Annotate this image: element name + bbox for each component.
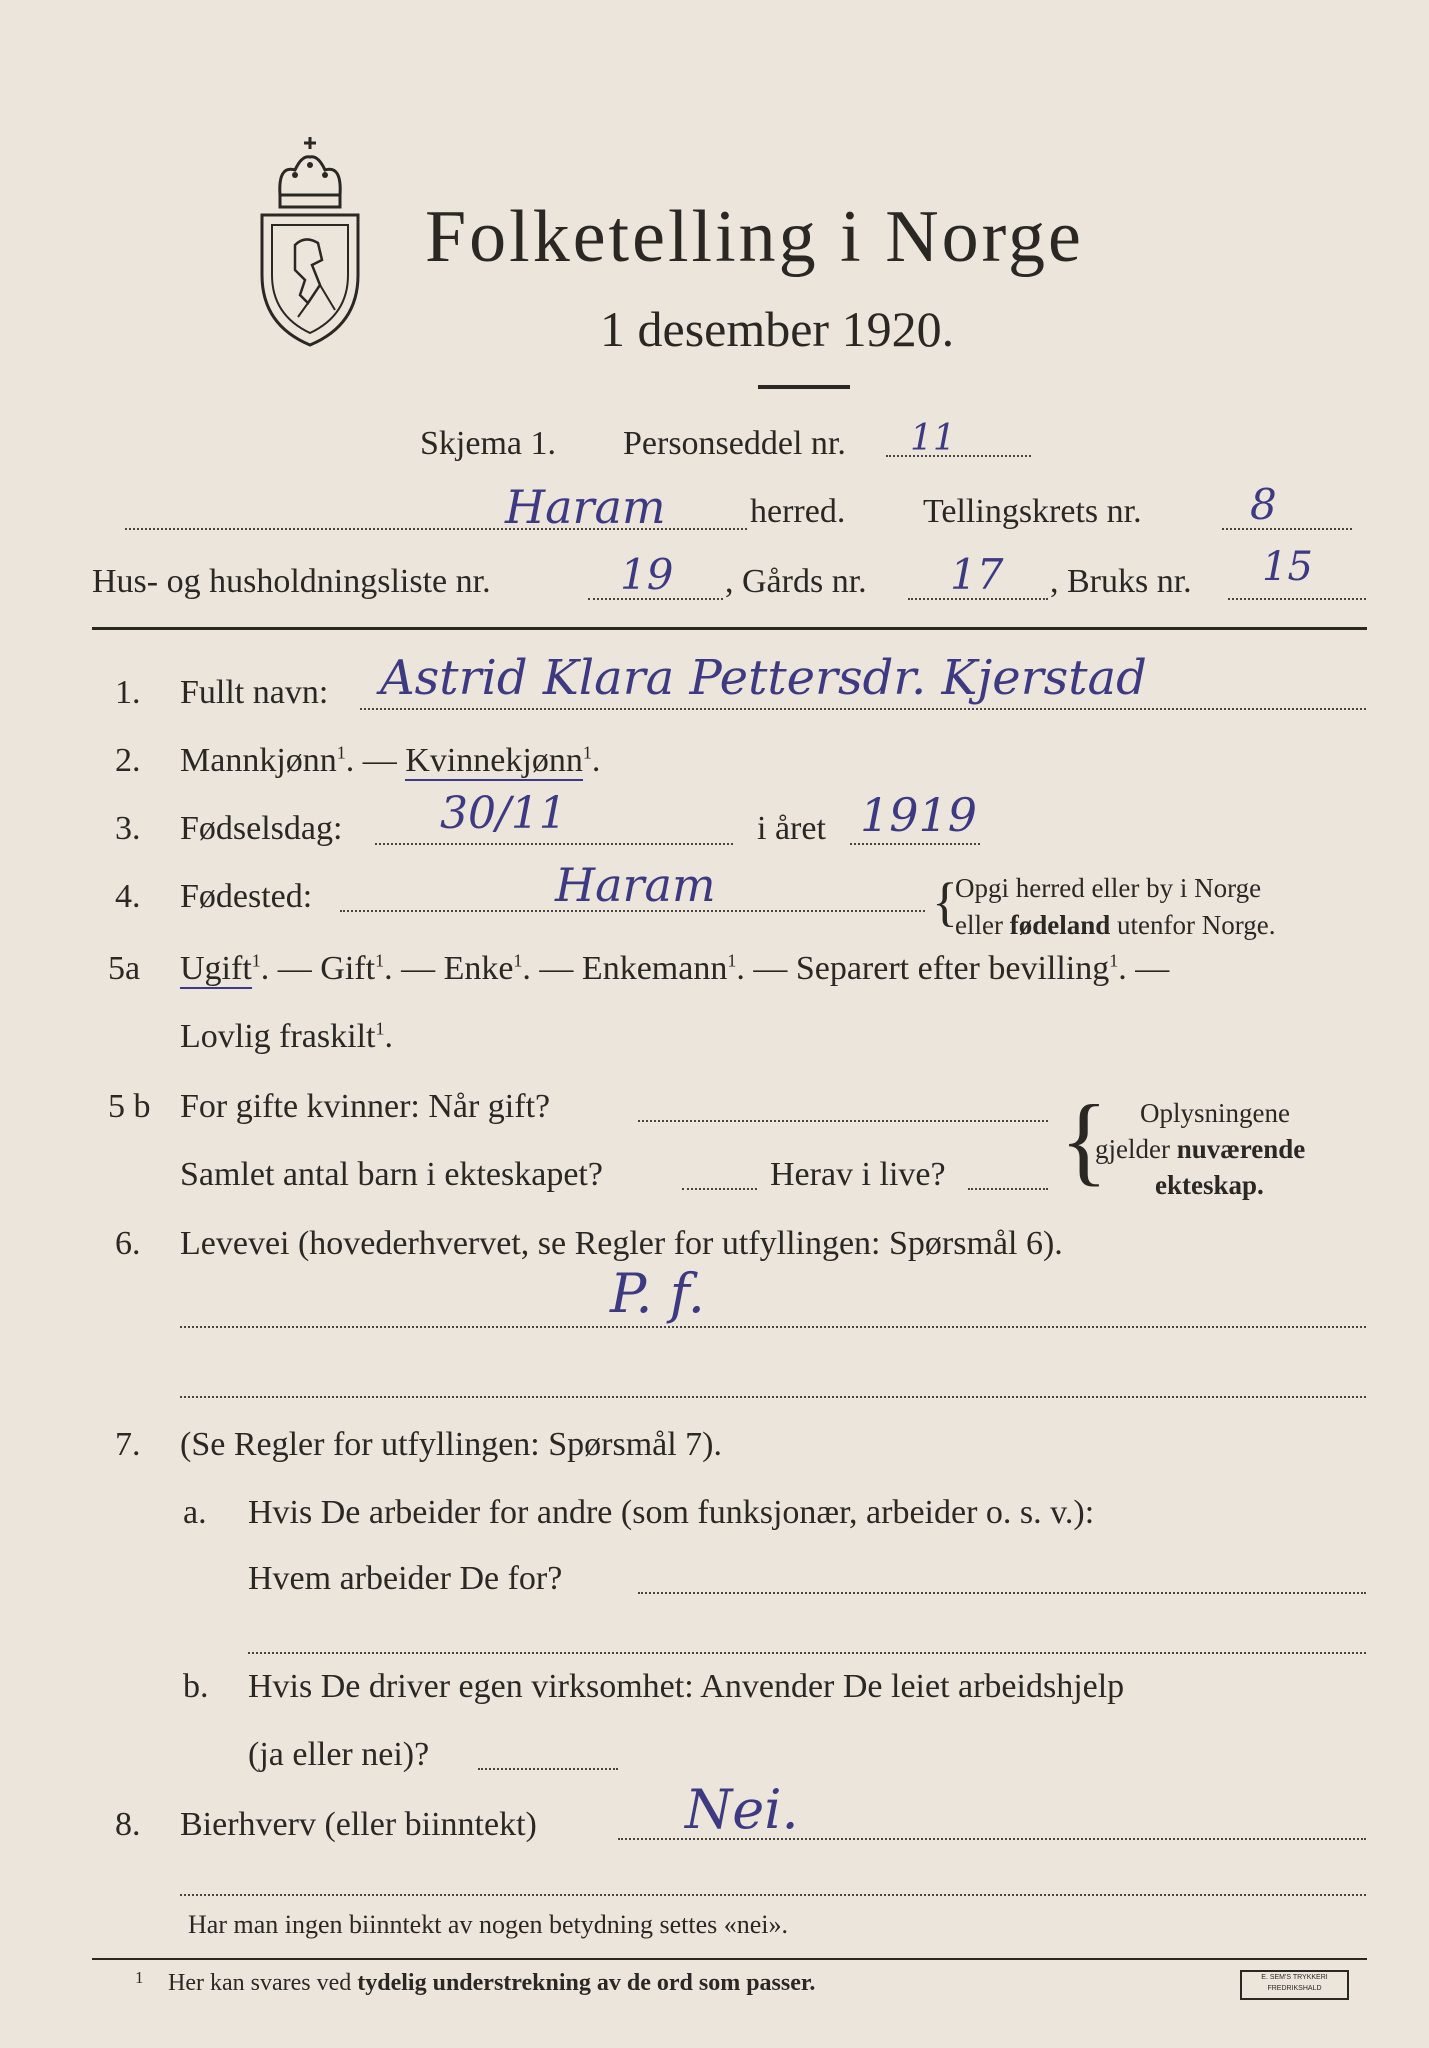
footnote: Her kan svares ved tydelig understrekning av de ord som passer.: [168, 1970, 816, 1996]
q7-number: 7.: [115, 1426, 141, 1463]
q2-options: Mannkjønn$^1$. — Kvinnekjønn$^1$.: [180, 742, 601, 779]
bruks-value: 15: [1262, 544, 1313, 590]
q5b-brace: {: [1060, 1084, 1108, 1195]
option-fraskilt[interactable]: Lovlig fraskilt: [180, 1018, 376, 1055]
footnote-number: 1: [135, 1968, 144, 1987]
q7b-line2: (ja eller nei)?: [248, 1736, 430, 1773]
form-title: Folketelling i Norge: [425, 196, 1084, 278]
option-separert[interactable]: Separert efter bevilling: [795, 950, 1110, 987]
q5b-label2: Samlet antal barn i ekteskapet?: [180, 1156, 603, 1193]
option-enkemann[interactable]: Enkemann: [581, 950, 728, 987]
skjema-label: Skjema 1.: [420, 425, 556, 462]
personseddel-label: Personseddel nr.: [623, 425, 846, 462]
male-option[interactable]: Mannkjønn: [180, 742, 337, 779]
birth-date-value: 30/11: [440, 788, 567, 839]
q5b-number: 5 b: [108, 1088, 151, 1125]
occupation-value: P. f.: [610, 1262, 705, 1325]
hus-label: Hus- og husholdningsliste nr.: [92, 563, 491, 600]
side-income-field-2[interactable]: [180, 1894, 1366, 1896]
hired-help-field[interactable]: [478, 1768, 618, 1770]
title-divider: [758, 385, 850, 389]
q5b-note2: gjelder nuværende: [1095, 1134, 1306, 1164]
q5a-number: 5a: [108, 950, 141, 987]
option-enke[interactable]: Enke: [443, 950, 514, 987]
coat-of-arms-icon: [250, 135, 370, 350]
birth-year-value: 1919: [860, 788, 978, 842]
option-gift[interactable]: Gift: [320, 950, 376, 987]
q7b-line1: Hvis De driver egen virksomhet: Anvender De leiet arbeidshjelp: [248, 1668, 1125, 1705]
q5b-label1: For gifte kvinner: Når gift?: [180, 1088, 551, 1125]
birth-year-field[interactable]: [850, 843, 980, 845]
bruks-label: , Bruks nr.: [1050, 563, 1192, 600]
gards-label: , Gårds nr.: [725, 563, 867, 600]
q1-label: Fullt navn:: [180, 674, 329, 711]
q4-number: 4.: [115, 878, 141, 915]
q4-note-line2: eller fødeland utenfor Norge.: [955, 910, 1276, 940]
employer-field-1[interactable]: [638, 1592, 1366, 1594]
option-ugift[interactable]: Ugift: [180, 950, 252, 987]
q7-label: (Se Regler for utfyllingen: Spørsmål 7).: [180, 1426, 723, 1463]
q3-number: 3.: [115, 810, 141, 847]
printer-mark: E. SEM'S TRYKKERI FREDRIKSHALD: [1240, 1970, 1349, 2000]
full-name-value: Astrid Klara Pettersdr. Kjerstad: [380, 650, 1147, 706]
q8-number: 8.: [115, 1806, 141, 1843]
gards-value: 17: [950, 550, 1004, 599]
marital-status-options: Ugift$^1$. — Gift$^1$. — Enke$^1$. — Enkemann$^1$. — Separert efter bevilling$^1$. —: [180, 950, 1170, 987]
side-income-value: Nei.: [685, 1778, 799, 1841]
personseddel-value: 11: [910, 418, 956, 459]
form-date: 1 desember 1920.: [600, 301, 955, 357]
year-label: i året: [757, 810, 826, 847]
tellingskrets-field[interactable]: [1222, 528, 1352, 530]
personseddel-field[interactable]: [886, 455, 1031, 457]
female-option[interactable]: Kvinnekjønn: [405, 742, 583, 779]
q8-label: Bierhverv (eller biinntekt): [180, 1806, 537, 1843]
tellingskrets-label: Tellingskrets nr.: [923, 493, 1142, 530]
q4-brace: {: [932, 872, 958, 932]
q3-label: Fødselsdag:: [180, 810, 343, 847]
q7a-line2: Hvem arbeider De for?: [248, 1560, 563, 1597]
bruks-field[interactable]: [1228, 598, 1366, 600]
header-rule: [92, 627, 1367, 630]
q7a-line1: Hvis De arbeider for andre (som funksjonær, arbeider o. s. v.):: [248, 1494, 1095, 1531]
q5b-label3: Herav i live?: [770, 1156, 946, 1193]
occupation-field-2[interactable]: [180, 1396, 1366, 1398]
herred-value: Haram: [505, 480, 666, 534]
full-name-field[interactable]: [360, 708, 1366, 710]
q7a-letter: a.: [183, 1494, 207, 1531]
children-total-field[interactable]: [682, 1188, 757, 1190]
q1-number: 1.: [115, 674, 141, 711]
footer-note: Har man ingen biinntekt av nogen betydning settes «nei».: [188, 1910, 789, 1939]
q6-number: 6.: [115, 1225, 141, 1262]
married-when-field[interactable]: [638, 1120, 1048, 1122]
birthplace-value: Haram: [555, 858, 716, 912]
q5b-note1: Oplysningene: [1140, 1098, 1290, 1128]
q4-note-line1: Opgi herred eller by i Norge: [955, 873, 1262, 903]
herred-label: herred.: [750, 493, 846, 530]
children-alive-field[interactable]: [968, 1188, 1048, 1190]
q6-label: Levevei (hovederhvervet, se Regler for utfyllingen: Spørsmål 6).: [180, 1225, 1063, 1262]
employer-field-2[interactable]: [248, 1652, 1366, 1654]
q2-number: 2.: [115, 742, 141, 779]
birth-date-field[interactable]: [375, 843, 733, 845]
option-fraskilt-row: Lovlig fraskilt$^1$.: [180, 1018, 393, 1055]
q4-label: Fødested:: [180, 878, 313, 915]
footer-rule: [92, 1958, 1367, 1960]
tellingskrets-value: 8: [1250, 480, 1277, 529]
q7b-letter: b.: [183, 1668, 209, 1705]
occupation-field-1[interactable]: [180, 1326, 1366, 1328]
hus-value: 19: [620, 550, 674, 599]
q5b-note3: ekteskap.: [1155, 1170, 1264, 1200]
